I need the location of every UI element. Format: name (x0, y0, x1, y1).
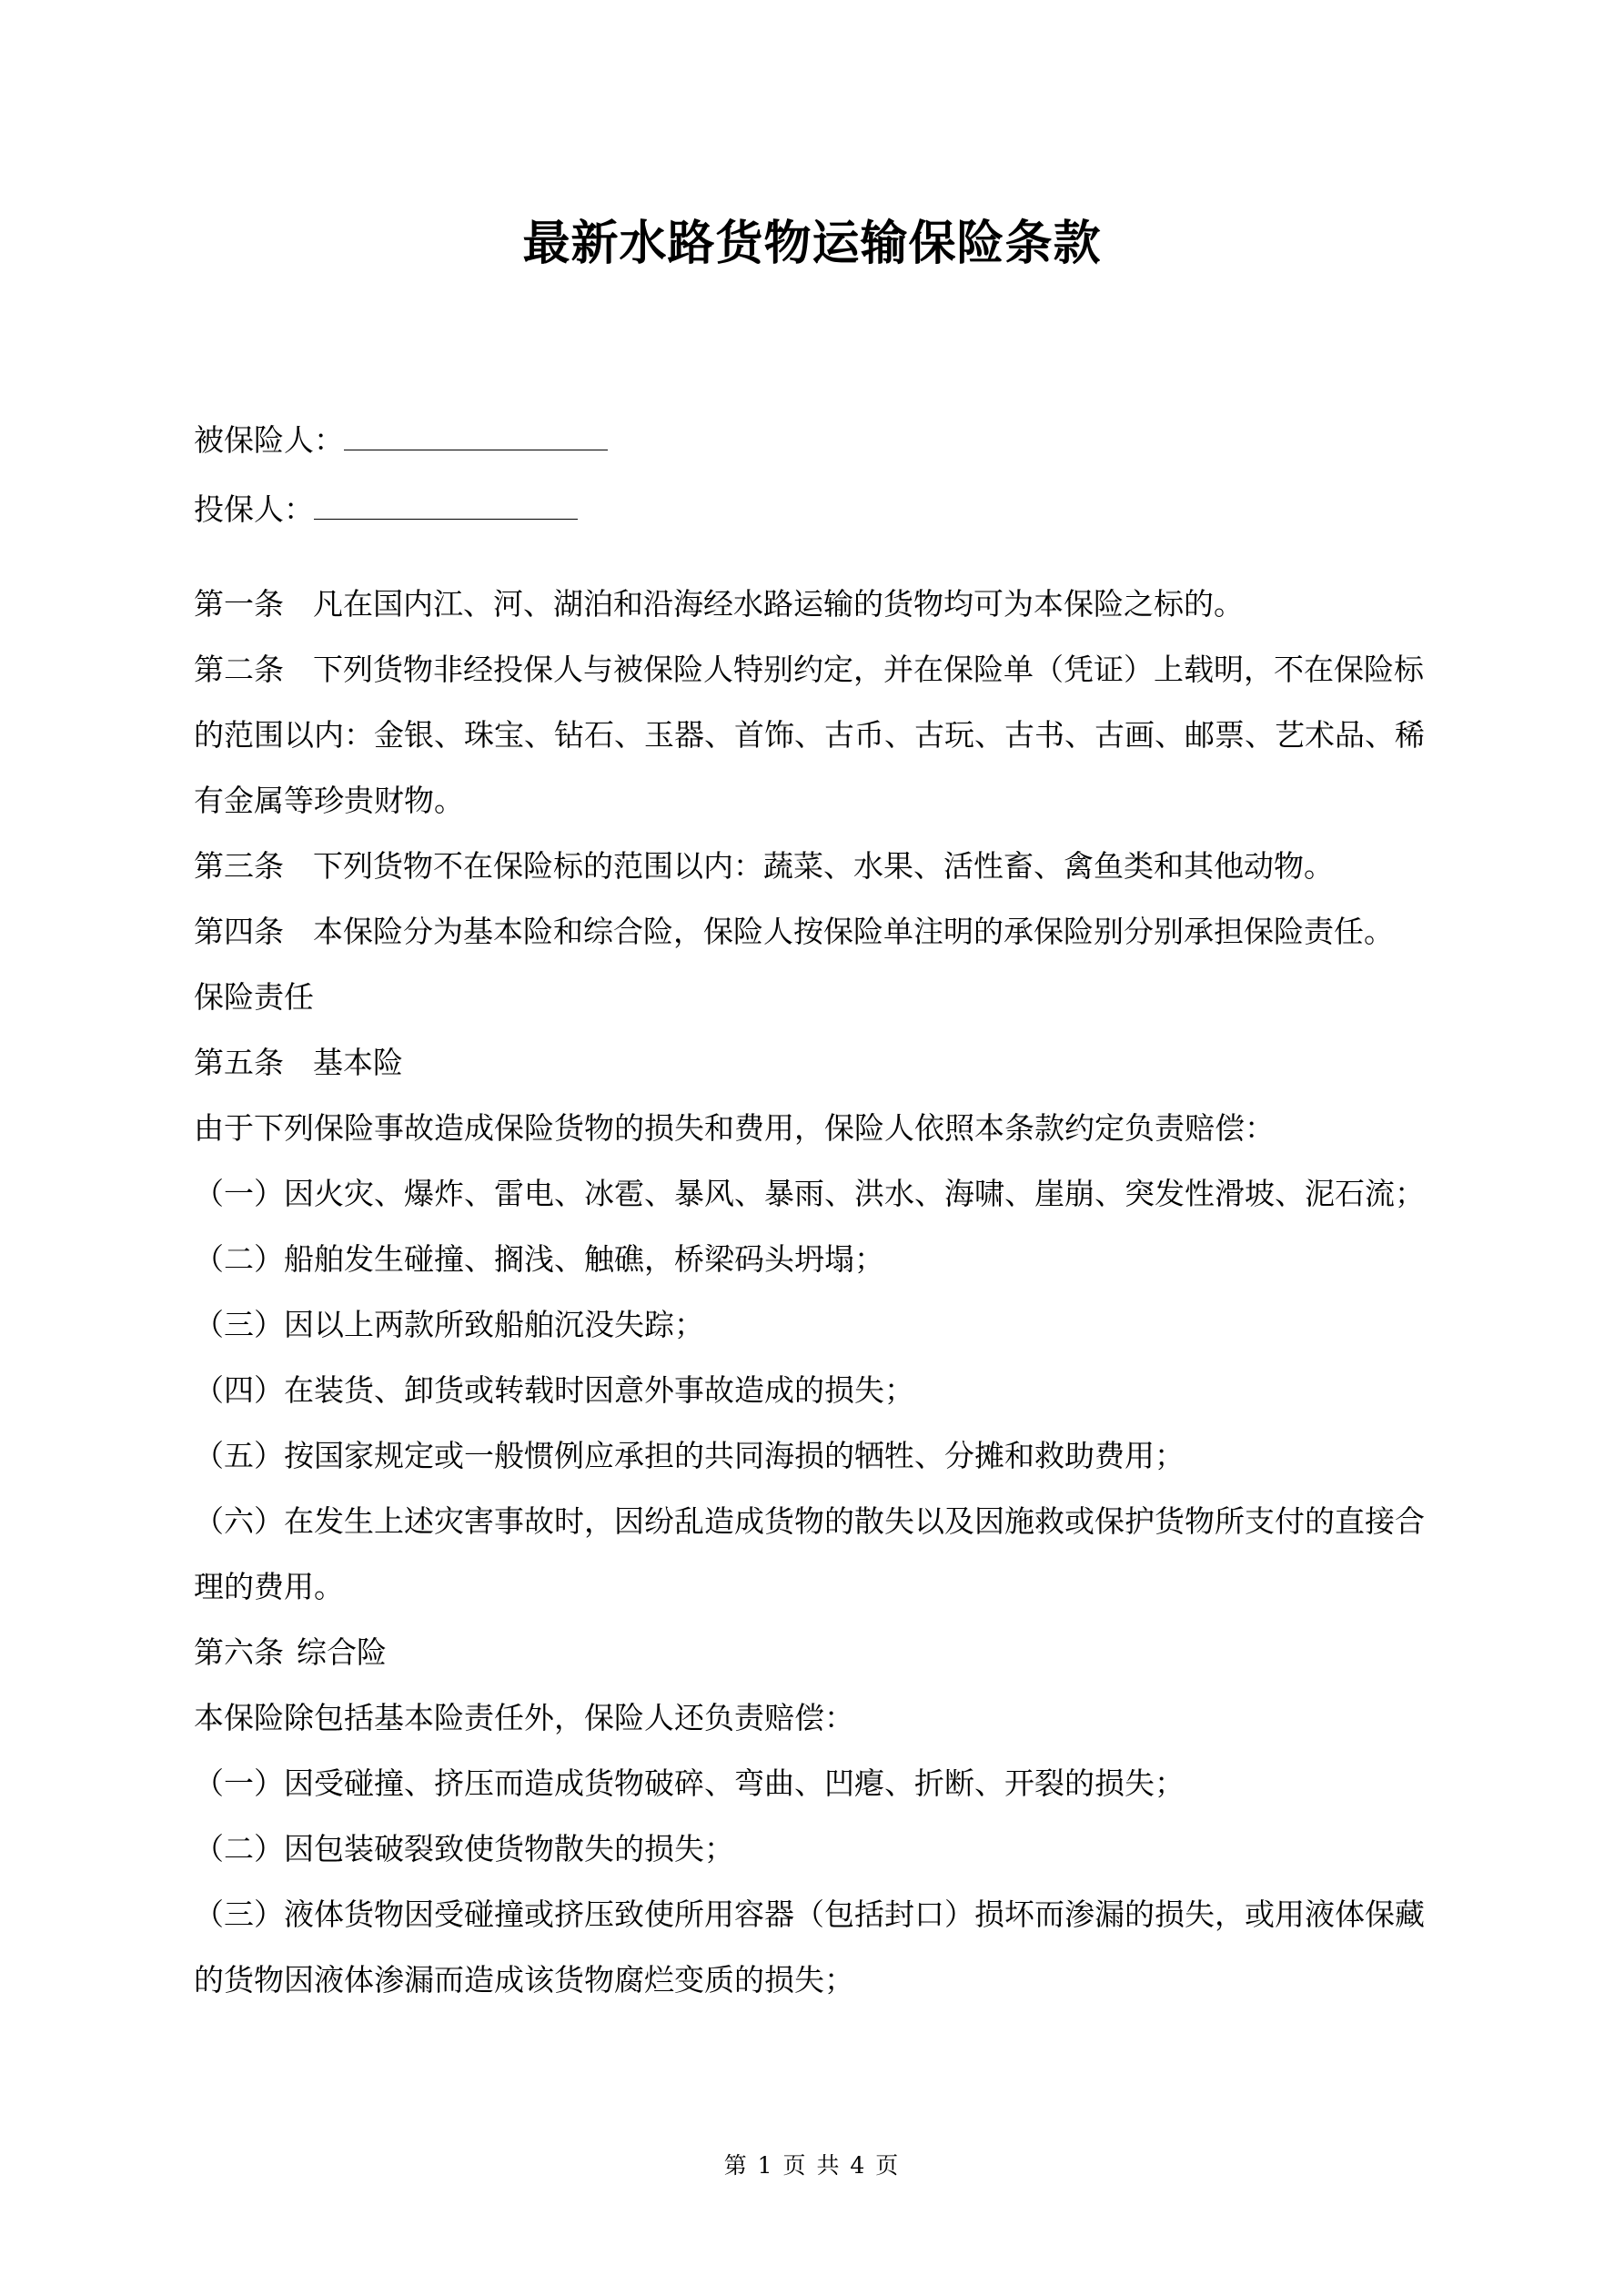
article-4-text: 本保险分为基本险和综合险，保险人按保险单注明的承保险别分别承担保险责任。 (313, 914, 1394, 949)
article-2-text: 下列货物非经投保人与被保险人特别约定，并在保险单（凭证）上载明，不在保险标的范围以内：金银、珠宝、钻石、玉器、首饰、古币、古玩、古书、古画、邮票、艺术品、稀有金属等珍贵财物。 (194, 652, 1425, 818)
article-5-intro: 由于下列保险事故造成保险货物的损失和费用，保险人依照本条款约定负责赔偿： (194, 1110, 1275, 1146)
insured-field (194, 408, 608, 473)
article-5-item: （四）在装货、卸货或转载时因意外事故造成的损失； (194, 1372, 914, 1408)
article-6-item: （二）因包装破裂致使货物散失的损失； (194, 1831, 734, 1866)
page-footer: 第 1 页 共 4 页 (723, 2152, 901, 2179)
policyholder-blank-line[interactable] (314, 495, 578, 520)
article-5-label: 第五条 (194, 1045, 284, 1080)
article-6-label: 第六条 (194, 1634, 284, 1670)
article-5-item: （一）因火灾、爆炸、雷电、冰雹、暴风、暴雨、洪水、海啸、崖崩、突发性滑坡、泥石流； (194, 1176, 1425, 1211)
document-body (194, 571, 1436, 2013)
insured-label: 被保险人： (194, 422, 344, 458)
article-4 (194, 899, 1436, 965)
article-5-item: （六）在发生上述灾害事故时，因纷乱造成货物的散失以及因施救或保护货物所支付的直接合理的费用。 (194, 1503, 1425, 1604)
article-5-item: （五）按国家规定或一般惯例应承担的共同海损的牺牲、分摊和救助费用； (194, 1438, 1185, 1473)
section-heading: 保险责任 (194, 979, 314, 1015)
article-6-item: （一）因受碰撞、挤压而造成货物破碎、弯曲、凹瘪、折断、开裂的损失； (194, 1765, 1185, 1801)
article-6 (194, 1620, 1436, 1685)
article-1-label: 第一条 (194, 586, 284, 622)
article-3-text: 下列货物不在保险标的范围以内：蔬菜、水果、活性畜、禽鱼类和其他动物。 (313, 848, 1334, 884)
article-1-text: 凡在国内江、河、湖泊和沿海经水路运输的货物均可为本保险之标的。 (313, 586, 1244, 622)
insured-blank-line[interactable] (344, 426, 608, 450)
article-4-label: 第四条 (194, 914, 284, 949)
policyholder-field (194, 477, 578, 542)
policyholder-label: 投保人： (194, 491, 314, 527)
article-5-text: 基本险 (313, 1045, 403, 1080)
article-3 (194, 834, 1436, 899)
article-6-text: 综合险 (297, 1634, 387, 1670)
article-6-intro: 本保险除包括基本险责任外，保险人还负责赔偿： (194, 1700, 854, 1735)
article-3-label: 第三条 (194, 848, 284, 884)
article-1 (194, 571, 1436, 637)
article-2-label: 第二条 (194, 652, 284, 687)
article-5-item: （二）船舶发生碰撞、搁浅、触礁，桥梁码头坍塌； (194, 1241, 884, 1277)
article-5 (194, 1030, 1436, 1096)
article-6-item: （三）液体货物因受碰撞或挤压致使所用容器（包括封口）损坏而渗漏的损失，或用液体保藏的货物因液体渗漏而造成该货物腐烂变质的损失； (194, 1896, 1425, 1998)
article-5-item: （三）因以上两款所致船舶沉没失踪； (194, 1307, 704, 1342)
article-2 (194, 637, 1436, 834)
document-title: 最新水路货物运输保险条款 (522, 216, 1102, 271)
